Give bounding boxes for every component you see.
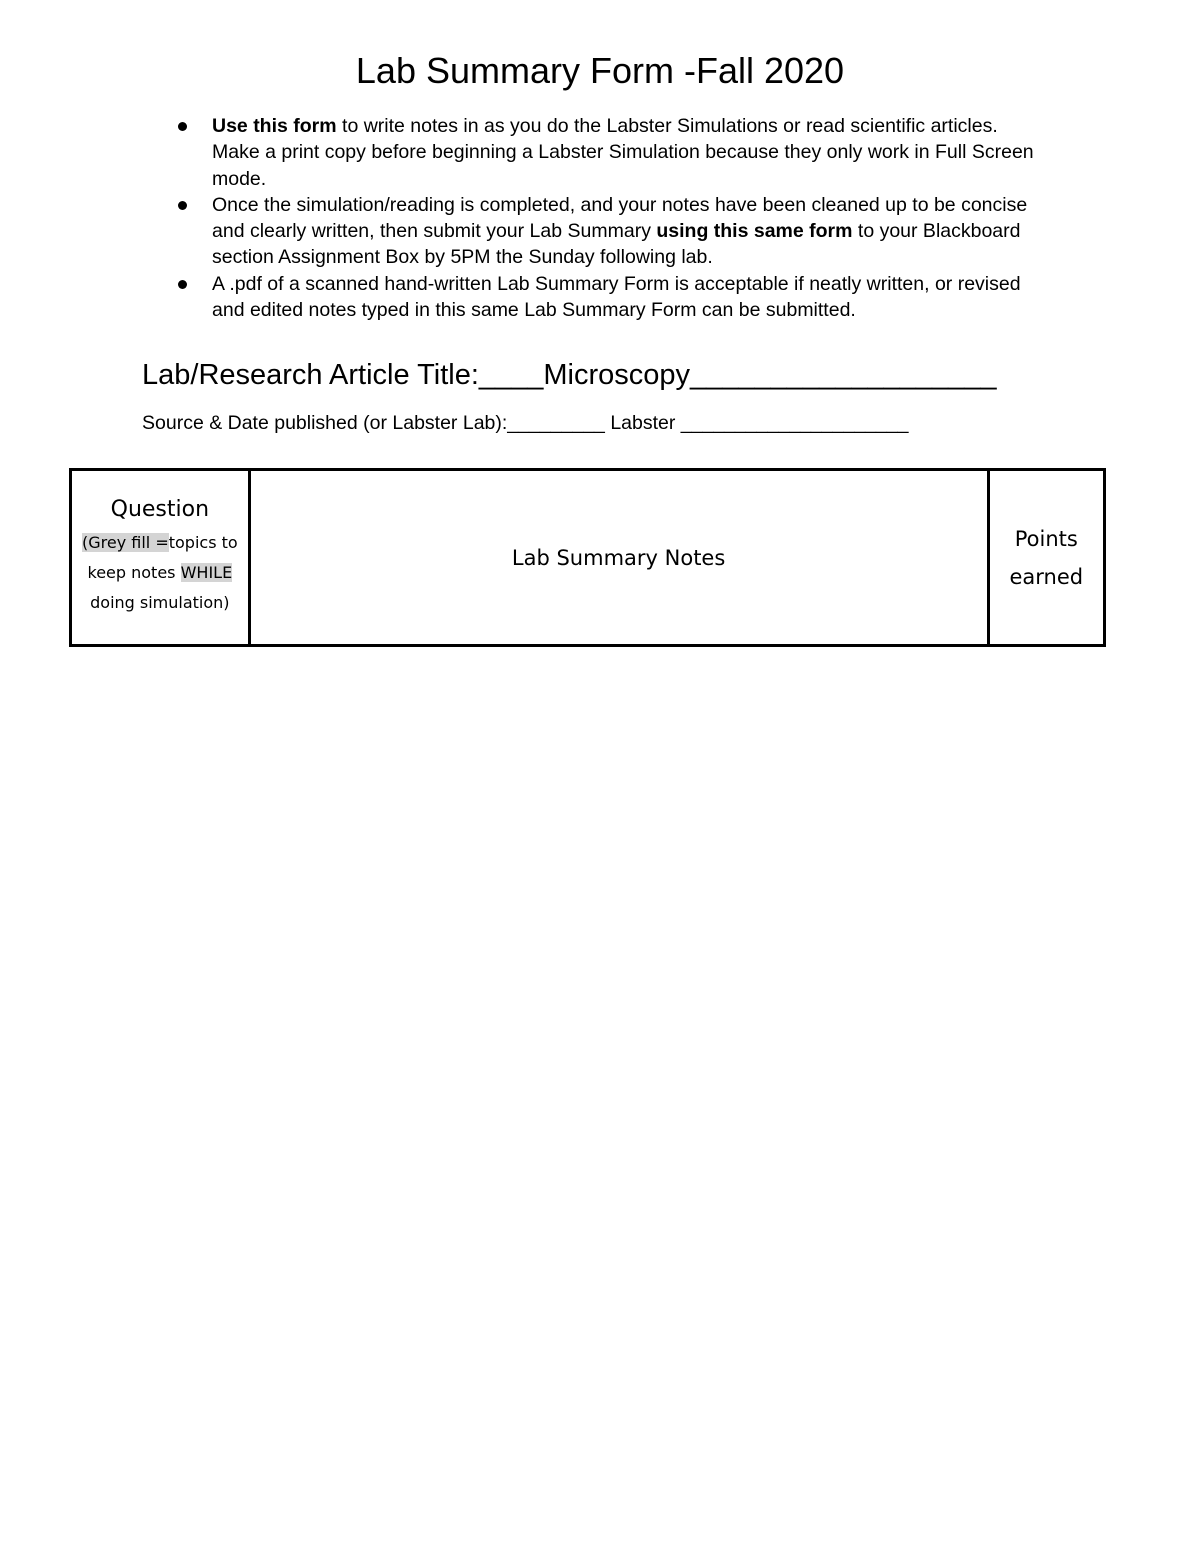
- notes-header-cell: [249, 470, 988, 646]
- instruction-item: [178, 271, 1038, 324]
- document-title: Lab Summary Form -Fall 2020: [355, 50, 845, 91]
- points-header-line1: Points: [1014, 526, 1078, 551]
- instruction-text: Once the simulation/reading is completed, and your notes have been cleaned up to be concise and clearly written, then submit your Lab Summary: [212, 193, 1028, 243]
- question-header-cell: [71, 470, 250, 646]
- question-header: Question: [110, 497, 210, 522]
- points-header-line2: earned: [1009, 564, 1084, 589]
- instruction-item: [178, 192, 1038, 271]
- source-date-line: Source & Date published (or Labster Lab):_________ Labster _____________________: [142, 412, 909, 434]
- lab-summary-table: [69, 468, 1106, 647]
- question-note-text: topics to keep notes: [87, 533, 238, 582]
- instruction-text: A .pdf of a scanned hand-written Lab Summary Form is acceptable if neatly written, or revised and edited notes typed in this same Lab Summary Form can be submitted.: [212, 272, 1021, 322]
- article-title-line: Lab/Research Article Title:____Microscopy___________________: [142, 359, 997, 391]
- instructions-list: [178, 113, 1038, 323]
- bullet-icon: [178, 201, 187, 210]
- instruction-text: to write notes in as you do the Labster Simulations or read scientific articles. Make a print copy before beginning a Labster Simulation because they only work in Full Screen mode.: [212, 115, 1034, 190]
- instruction-bold-lead: Use this form: [212, 115, 337, 137]
- grey-highlight: WHILE: [180, 563, 233, 582]
- instruction-bold-phrase: using this same form: [656, 220, 853, 243]
- question-note: [72, 528, 248, 618]
- question-note-text: doing simulation): [90, 593, 230, 612]
- bullet-icon: [178, 122, 187, 131]
- notes-header: Lab Summary Notes: [511, 545, 726, 570]
- table-header-row: [71, 470, 1105, 646]
- instruction-text: to your Blackboard section Assignment Box by 5PM the Sunday following lab.: [212, 220, 1021, 269]
- bullet-icon: [178, 280, 187, 289]
- grey-highlight: (Grey fill =: [82, 533, 169, 552]
- instruction-item: [178, 113, 1038, 192]
- points-header-cell: [988, 470, 1104, 646]
